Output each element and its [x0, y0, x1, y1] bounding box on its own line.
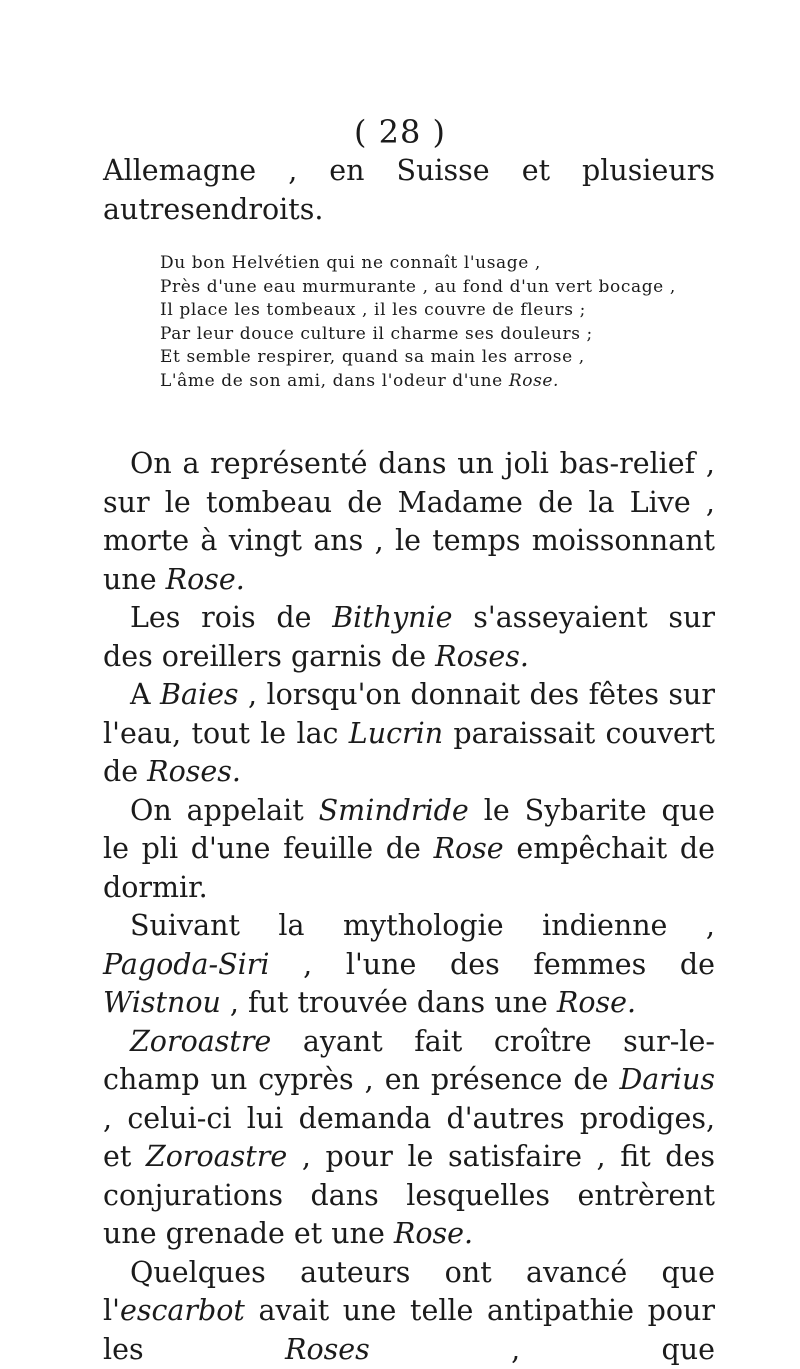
text-run: , que	[370, 1333, 715, 1366]
italic-term: Roses.	[147, 755, 241, 788]
verse-quotation	[160, 252, 720, 394]
paragraph-pagoda-siri	[103, 907, 715, 1023]
text-run: Allemagne , en Suisse et plusieurs autres	[103, 154, 715, 226]
paragraph-escarbot	[103, 1254, 715, 1369]
italic-term: Baies	[160, 678, 239, 711]
opening-paragraph	[103, 152, 715, 229]
italic-term: Lucrin	[349, 717, 443, 750]
text-run: Par leur douce culture il charme ses douleurs ;	[160, 324, 593, 344]
text-run: L'âme de son ami, dans l'odeur d'une	[160, 371, 509, 391]
italic-term: Rose	[434, 832, 504, 865]
italic-term: escarbot	[120, 1294, 245, 1327]
paragraph-zoroastre	[103, 1023, 715, 1254]
text-run: le Sybarite que le pli d'une feuille de	[103, 794, 715, 866]
text-run: , l'une des femmes de	[270, 948, 715, 981]
italic-term: Smindride	[319, 794, 469, 827]
italic-term: Roses	[285, 1333, 370, 1366]
italic-term: Darius	[619, 1063, 715, 1096]
text-run: empêchait de dormir.	[103, 832, 715, 904]
verse-line	[160, 323, 720, 347]
text-run: On a représenté dans un joli bas-relief , sur le tombeau de Madame de la Live , morte à vingt ans , le temps moissonnant une	[103, 447, 715, 596]
main-text	[103, 445, 715, 1369]
text-run: avait une telle antipathie pour les	[103, 1294, 715, 1366]
text-run: , lorsqu'on donnait des fêtes sur l'eau, tout le lac	[103, 678, 715, 750]
italic-term: Zoroastre	[146, 1140, 287, 1173]
italic-term: Wistnou	[103, 986, 221, 1019]
text-run: endroits.	[195, 193, 324, 226]
verse-line	[160, 346, 720, 370]
italic-term: Rose.	[394, 1217, 473, 1250]
italic-term: Rose.	[509, 371, 559, 391]
italic-term: Rose.	[557, 986, 636, 1019]
paragraph-bithynie	[103, 599, 715, 676]
text-run: Il place les tombeaux , il les couvre de fleurs ;	[160, 300, 586, 320]
text-run: Du bon Helvétien qui ne connaît l'usage ,	[160, 253, 541, 273]
text-run: Quelques auteurs ont avancé que l'	[103, 1256, 715, 1328]
text-run: , pour le satisfaire , fit des conjurations dans lesquelles entrèrent une grenade et une	[103, 1140, 715, 1250]
italic-term: Rose.	[166, 563, 245, 596]
text-run: s'asseyaient sur des oreillers garnis de	[103, 601, 715, 673]
page-number: ( 28 )	[0, 113, 800, 151]
italic-term: Roses.	[435, 640, 529, 673]
italic-term: Pagoda-Siri	[103, 948, 270, 981]
opening-text	[103, 152, 715, 229]
text-run: Et semble respirer, quand sa main les arrose ,	[160, 347, 585, 367]
text-run: Les rois de	[130, 601, 332, 634]
text-run: , celui-ci lui demanda d'autres prodiges, et	[103, 1102, 715, 1174]
italic-term: Zoroastre	[130, 1025, 271, 1058]
text-run: Suivant la mythologie indienne ,	[130, 909, 715, 942]
verse-line	[160, 370, 720, 394]
text-run: A	[130, 678, 160, 711]
paragraph-smindride	[103, 792, 715, 908]
text-run: , fut trouvée dans une	[221, 986, 557, 1019]
verse-line	[160, 252, 720, 276]
verse-line	[160, 276, 720, 300]
text-run: ayant fait croître sur-le-champ un cyprès , en présence de	[103, 1025, 715, 1097]
text-run: Près d'une eau murmurante , au fond d'un vert bocage ,	[160, 277, 676, 297]
paragraph-bas-relief	[103, 445, 715, 599]
paragraph-baies	[103, 676, 715, 792]
verse-line	[160, 299, 720, 323]
italic-term: Bithynie	[332, 601, 452, 634]
text-run: paraissait couvert de	[103, 717, 715, 789]
text-run: On appelait	[130, 794, 319, 827]
